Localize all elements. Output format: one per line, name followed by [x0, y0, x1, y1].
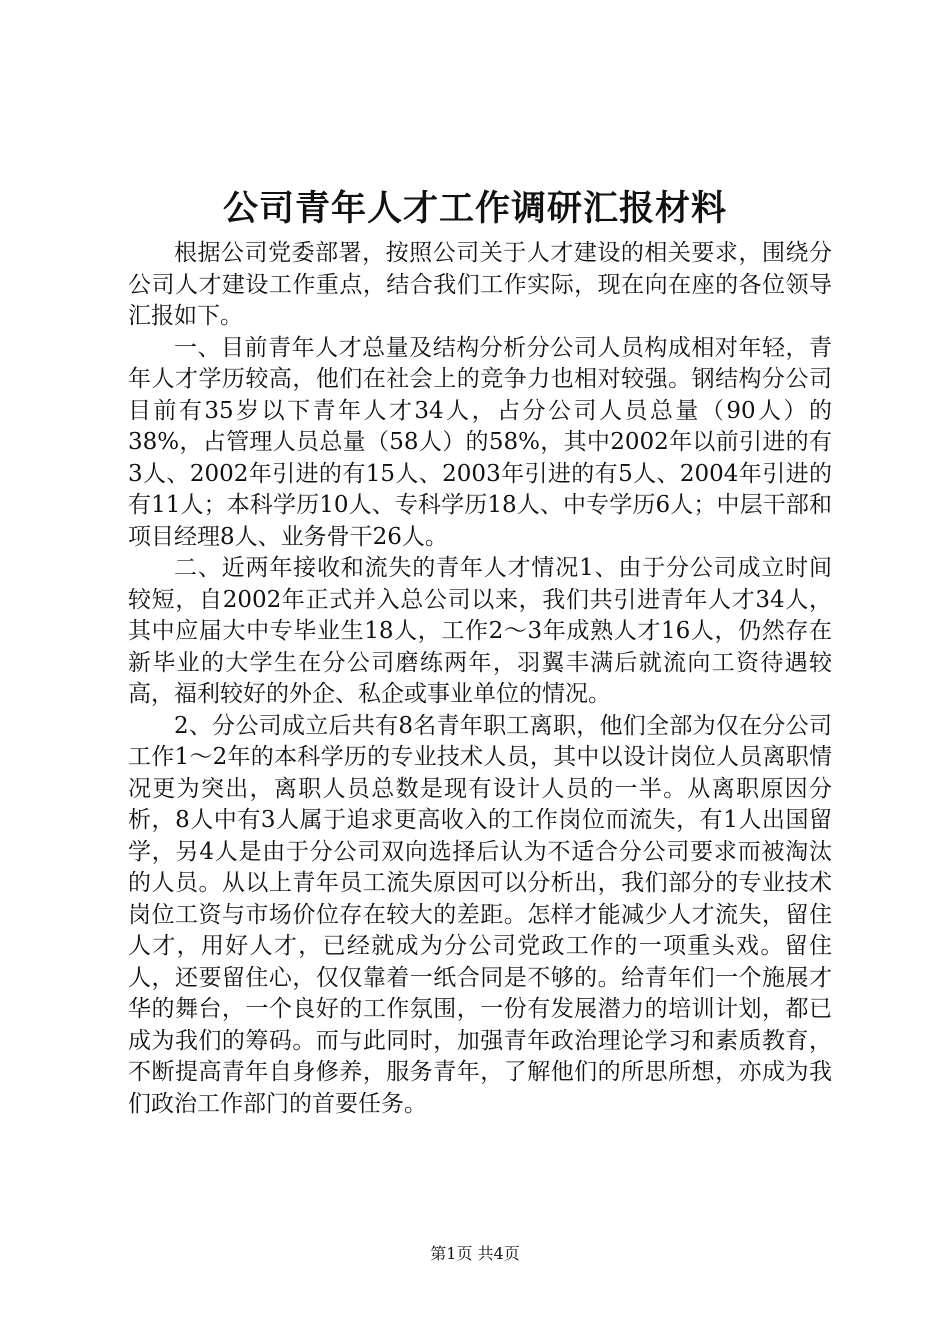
paragraph-section-two: 二、近两年接收和流失的青年人才情况1、由于分公司成立时间较短，自2002年正式并入总公司以来，我们共引进青年人才34人，其中应届大中专毕业生18人，工作2～3年成熟人才16人，仍然存在新毕业的大学生在分公司磨练两年，羽翼丰满后就流向工资待遇较高，福利较好的外企、私企或事业单位的情况。: [128, 555, 832, 707]
document-title: 公司青年人才工作调研汇报材料: [222, 188, 727, 229]
paragraph-intro: 根据公司党委部署，按照公司关于人才建设的相关要求，围绕分公司人才建设工作重点，结合我们工作实际，现在向在座的各位领导汇报如下。: [128, 240, 832, 329]
document-body: [128, 238, 832, 1120]
paragraph-section-two-point-two: 2、分公司成立后共有8名青年职工离职，他们全部为仅在分公司工作1～2年的本科学历的专业技术人员，其中以设计岗位人员离职情况更为突出，离职人员总数是现有设计人员的一半。从离职原因分析，8人中有3人属于追求更高收入的工作岗位而流失，有1人出国留学，另4人是由于分公司双向选择后认为不适合分公司要求而被淘汰的人员。从以上青年员工流失原因可以分析出，我们部分的专业技术岗位工资与市场价位存在较大的差距。怎样才能减少人才流失，留住人才，用好人才，已经就成为分公司党政工作的一项重头戏。留住人，还要留住心，仅仅靠着一纸合同是不够的。给青年们一个施展才华的舞台，一个良好的工作氛围，一份有发展潜力的培训计划，都已成为我们的筹码。而与此同时，加强青年政治理论学习和素质教育，不断提高青年自身修养，服务青年，了解他们的所思所想，亦成为我们政治工作部门的首要任务。: [128, 712, 832, 1117]
paragraph-section-one: 一、目前青年人才总量及结构分析分公司人员构成相对年轻，青年人才学历较高，他们在社会上的竞争力也相对较强。钢结构分公司目前有35岁以下青年人才34人，占分公司人员总量（90人）的38%，占管理人员总量（58人）的58%，其中2002年以前引进的有3人、2002年引进的有15人、2003年引进的有5人、2004年引进的有11人；本科学历10人、专科学历18人、中专学历6人；中层干部和项目经理8人、业务骨干26人。: [128, 334, 832, 550]
page-indicator: 第1页 共4页: [430, 1244, 520, 1263]
